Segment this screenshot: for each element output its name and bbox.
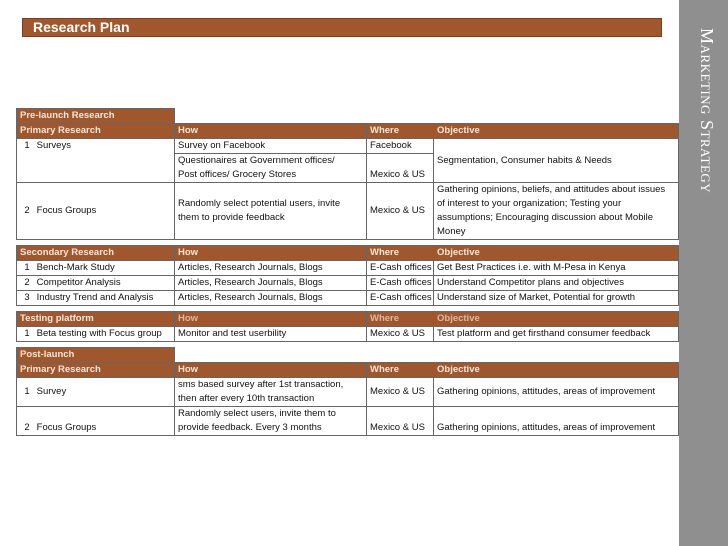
row-where: Facebook	[367, 139, 434, 154]
section-label: Primary Research	[17, 363, 175, 378]
row-how: Survey on Facebook	[175, 139, 367, 154]
row-label: 1 Survey	[17, 378, 175, 407]
row-where: E-Cash offices	[367, 261, 434, 276]
post-launch-heading-row	[17, 348, 679, 363]
slide-title: Research Plan	[33, 19, 130, 35]
col-objective: Objective	[434, 246, 679, 261]
row-objective: Understand size of Market, Potential for growth	[434, 291, 679, 306]
post-launch-heading: Post-launch	[17, 348, 175, 363]
pre-launch-heading-row	[17, 109, 679, 124]
row-label: 3 Industry Trend and Analysis	[17, 291, 175, 306]
row-objective: Test platform and get firsthand consumer feedback	[434, 327, 679, 342]
row-how: Monitor and test userbility	[175, 327, 367, 342]
section-label: Primary Research	[17, 124, 175, 139]
col-where: Where	[367, 363, 434, 378]
row-how: sms based survey after 1st transaction, then after every 10th transaction	[175, 378, 367, 407]
table-header-row	[17, 312, 679, 327]
col-how: How	[175, 363, 367, 378]
testing-table	[16, 311, 679, 342]
col-how: How	[175, 124, 367, 139]
row-objective: Gathering opinions, beliefs, and attitudes about issues of interest to your organization; Testing your assumptions; Encouraging discussion about Mobile Money	[434, 183, 679, 240]
table-header-row	[17, 124, 679, 139]
table-row	[17, 291, 679, 306]
row-where: Mexico & US	[367, 154, 434, 183]
section-label: Secondary Research	[17, 246, 175, 261]
table-row	[17, 276, 679, 291]
col-where: Where	[367, 246, 434, 261]
row-label: 1 Surveys	[17, 139, 175, 183]
col-where: Where	[367, 312, 434, 327]
table-row	[17, 407, 679, 422]
col-objective: Objective	[434, 124, 679, 139]
row-label: 1 Bench-Mark Study	[17, 261, 175, 276]
row-objective: Gathering opinions, attitudes, areas of improvement	[434, 407, 679, 436]
col-how: How	[175, 312, 367, 327]
row-label: 2 Competitor Analysis	[17, 276, 175, 291]
side-title: Marketing Strategy	[697, 28, 717, 194]
col-where: Where	[367, 124, 434, 139]
row-where: Mexico & US	[367, 378, 434, 407]
row-label: 2 Focus Groups	[17, 183, 175, 240]
table-header-row	[17, 363, 679, 378]
row-objective: Get Best Practices i.e. with M-Pesa in Kenya	[434, 261, 679, 276]
table-row	[17, 261, 679, 276]
research-plan	[16, 108, 678, 436]
pre-launch-heading: Pre-launch Research	[17, 109, 175, 124]
row-where: Mexico & US	[367, 327, 434, 342]
heading-spacer	[175, 109, 679, 124]
col-objective: Objective	[434, 312, 679, 327]
row-where: E-Cash offices	[367, 291, 434, 306]
row-how: Articles, Research Journals, Blogs	[175, 291, 367, 306]
row-how: Post offices/ Grocery Stores	[175, 168, 367, 183]
table-header-row	[17, 246, 679, 261]
row-objective: Understand Competitor plans and objectives	[434, 276, 679, 291]
row-where: Mexico & US	[367, 183, 434, 240]
row-how: Articles, Research Journals, Blogs	[175, 276, 367, 291]
row-how: provide feedback. Every 3 months	[175, 421, 367, 436]
row-label: 1 Beta testing with Focus group	[17, 327, 175, 342]
table-row	[17, 327, 679, 342]
post-launch-table	[16, 347, 679, 436]
table-row	[17, 183, 679, 240]
row-objective: Segmentation, Consumer habits & Needs	[434, 139, 679, 183]
row-how: Questionaires at Government offices/	[175, 154, 367, 169]
row-how: Articles, Research Journals, Blogs	[175, 261, 367, 276]
secondary-table	[16, 245, 679, 306]
row-where: E-Cash offices	[367, 276, 434, 291]
col-objective: Objective	[434, 363, 679, 378]
row-label: 2 Focus Groups	[17, 407, 175, 436]
row-how: Randomly select users, invite them to	[175, 407, 367, 422]
heading-spacer	[175, 348, 679, 363]
col-how: How	[175, 246, 367, 261]
row-where: Mexico & US	[367, 407, 434, 436]
table-row	[17, 139, 679, 154]
table-row	[17, 378, 679, 407]
row-how: Randomly select potential users, invite them to provide feedback	[175, 183, 367, 240]
row-objective: Gathering opinions, attitudes, areas of improvement	[434, 378, 679, 407]
pre-launch-table	[16, 108, 679, 240]
section-label: Testing platform	[17, 312, 175, 327]
title-bar	[22, 18, 662, 37]
